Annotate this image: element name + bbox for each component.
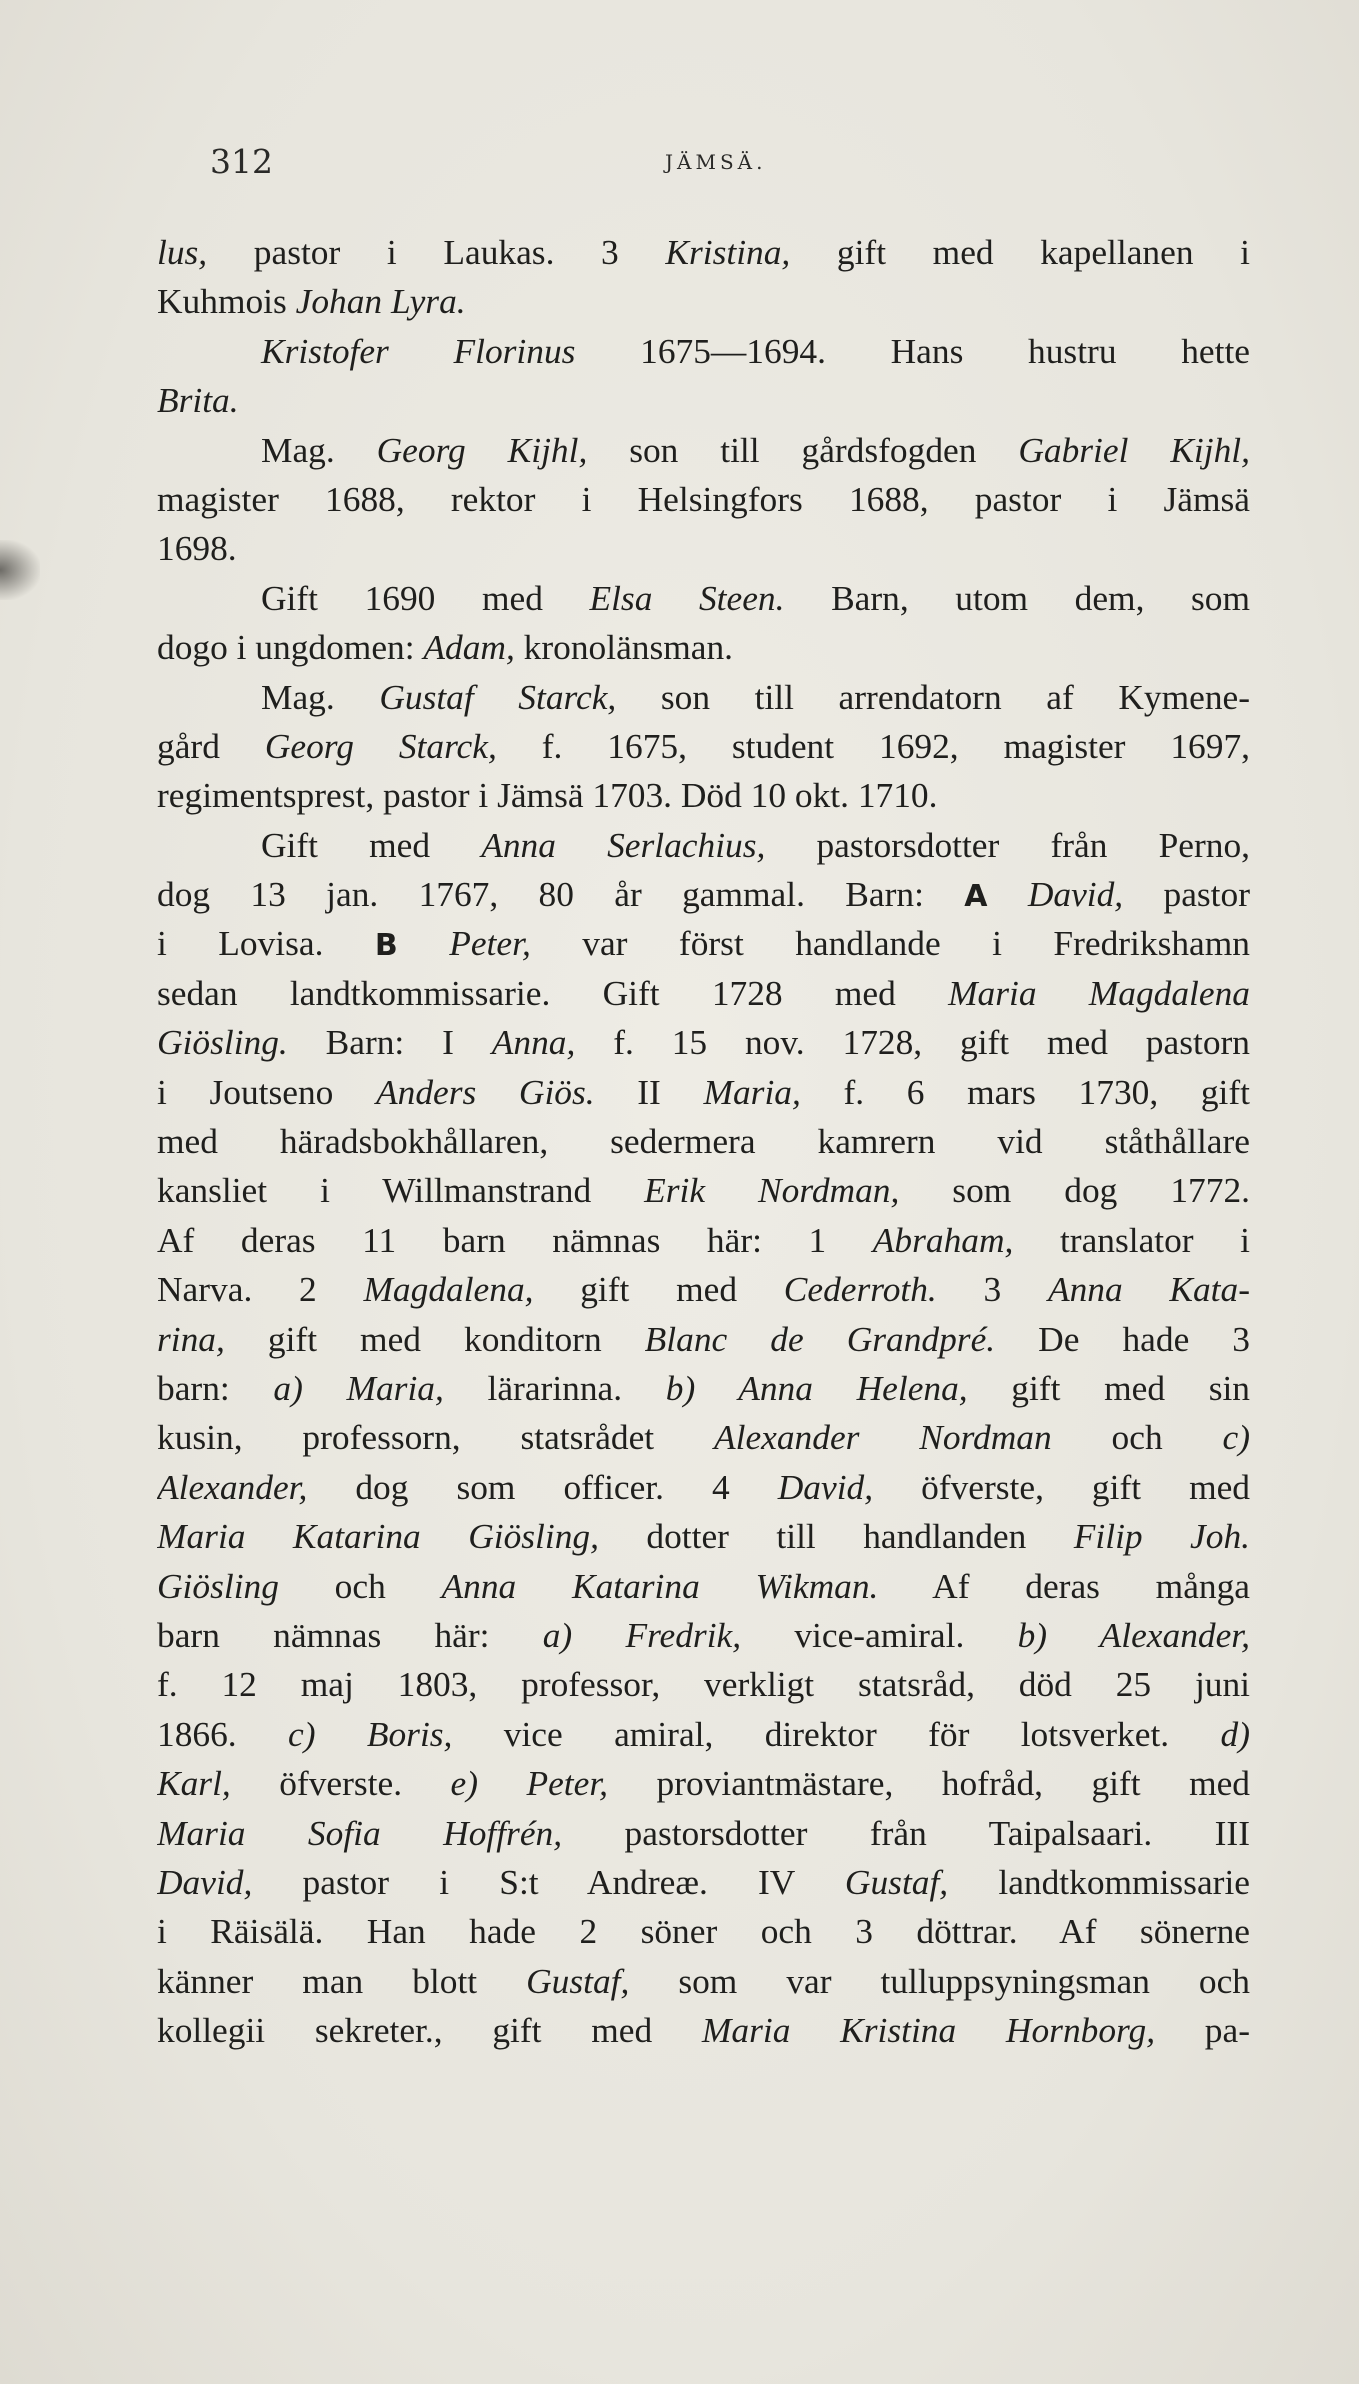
text-line: [157, 1512, 1250, 1561]
text-run: translator i: [1013, 1219, 1250, 1260]
text-run: i Lovisa.: [157, 923, 375, 964]
text-run: barn nämnas här:: [157, 1614, 543, 1655]
italic-name: c): [1222, 1417, 1250, 1458]
italic-name: b) Anna Helena,: [665, 1367, 968, 1408]
text-run: var först handlande i Fredrikshamn: [530, 923, 1250, 964]
text-run: gift med: [533, 1269, 784, 1310]
italic-name: Peter,: [449, 923, 531, 964]
text-line: [157, 1018, 1250, 1067]
text-run: kronolänsman.: [514, 627, 734, 668]
text-run: 1698.: [157, 528, 237, 569]
italic-name: David,: [777, 1466, 874, 1507]
text-run: son till arrendatorn af Kymene-: [616, 676, 1250, 717]
italic-name: a) Fredrik,: [542, 1614, 742, 1655]
italic-name: David,: [1027, 874, 1124, 915]
text-line: [157, 1858, 1250, 1907]
text-run: i Räisälä. Han hade 2 söner och 3 döttrar. Af sönerne: [157, 1911, 1250, 1952]
text-run: Gift 1690 med: [261, 577, 590, 618]
text-run: Mag.: [261, 429, 377, 470]
italic-name: rina,: [157, 1318, 225, 1359]
text-run: Narva. 2: [157, 1269, 364, 1310]
italic-name: Georg Kijhl,: [376, 429, 588, 470]
text-run: gift med konditorn: [224, 1318, 645, 1359]
text-line: [157, 1759, 1250, 1808]
italic-name: Maria Sofia Hoffrén,: [157, 1812, 563, 1853]
italic-name: Gustaf Starck,: [379, 676, 617, 717]
page-number: 312: [210, 142, 273, 181]
italic-name: Anna Katarina Wikman.: [441, 1565, 879, 1606]
text-line: [157, 623, 1250, 672]
text-run: gift med kapellanen i: [790, 232, 1250, 272]
italic-name: d): [1220, 1713, 1250, 1754]
text-line: [157, 1265, 1250, 1314]
text-line: [157, 1216, 1250, 1265]
text-run: sedan landtkommissarie. Gift 1728 med: [157, 972, 949, 1013]
text-run: pastor: [1123, 874, 1250, 915]
text-run: pastorsdotter från Perno,: [765, 824, 1250, 865]
italic-name: Gustaf,: [844, 1861, 949, 1902]
text-line: [157, 376, 1250, 425]
italic-name: Brita.: [157, 380, 239, 421]
italic-name: Alexander,: [157, 1466, 308, 1507]
italic-name: Giösling: [157, 1565, 279, 1606]
text-run: kollegii sekreter., gift med: [157, 2010, 702, 2051]
text-run: och: [1051, 1417, 1223, 1458]
italic-name: Kristina,: [665, 232, 791, 272]
text-run: De hade 3: [995, 1318, 1250, 1359]
text-run: Barn, utom dem, som: [784, 577, 1250, 618]
text-line: [157, 1364, 1250, 1413]
italic-name: Giösling.: [157, 1022, 288, 1063]
text-line: [157, 673, 1250, 722]
text-line: [157, 919, 1250, 968]
text-run: som var tulluppsyningsman och: [629, 1960, 1250, 2001]
italic-name: Karl,: [157, 1763, 231, 1804]
text-run: Barn: I: [287, 1022, 492, 1063]
text-run: 3: [936, 1269, 1048, 1310]
text-line: [157, 1562, 1250, 1611]
section-marker: A: [964, 879, 988, 915]
text-line: [157, 1957, 1250, 2006]
italic-name: Maria Kristina Hornborg,: [701, 2010, 1156, 2051]
text-run: kansliet i Willmanstrand: [157, 1170, 645, 1211]
italic-name: Cederroth.: [783, 1269, 937, 1310]
text-line: [157, 1809, 1250, 1858]
text-line: [157, 574, 1250, 623]
text-line: [157, 327, 1250, 376]
text-line: [157, 1117, 1250, 1166]
text-line: [157, 1611, 1250, 1660]
text-run: 1866.: [157, 1713, 288, 1754]
italic-name: Maria Katarina Giösling,: [157, 1516, 599, 1557]
text-run: känner man blott: [157, 1960, 527, 2001]
text-run: öfverste, gift med: [873, 1466, 1250, 1507]
italic-name: lus,: [157, 232, 208, 272]
italic-name: Maria Magdalena: [948, 972, 1250, 1013]
text-run: dog som officer. 4: [307, 1466, 778, 1507]
text-run: lärarinna.: [443, 1367, 666, 1408]
text-line: [157, 969, 1250, 1018]
text-line: [157, 1907, 1250, 1956]
italic-name: Johan Lyra.: [295, 281, 466, 322]
italic-name: Anders Giös.: [376, 1071, 595, 1112]
text-run: II: [594, 1071, 704, 1112]
italic-name: Gabriel Kijhl,: [1018, 429, 1250, 470]
text-run: landtkommissarie: [948, 1861, 1250, 1902]
italic-name: Anna Serlachius,: [481, 824, 766, 865]
text-line: [157, 475, 1250, 524]
text-run: f. 12 maj 1803, professor, verkligt statsråd, död 25 juni: [157, 1664, 1250, 1705]
running-head: JÄMSÄ.: [665, 150, 767, 174]
text-line: [157, 1463, 1250, 1512]
text-run: dotter till handlanden: [598, 1516, 1074, 1557]
text-line: [157, 771, 1250, 820]
text-run: magister 1688, rektor i Helsingfors 1688, pastor i Jämsä: [157, 478, 1250, 519]
italic-name: Erik Nordman,: [644, 1170, 900, 1211]
italic-name: David,: [157, 1861, 253, 1902]
text-run: [987, 874, 1027, 914]
italic-name: Abraham,: [872, 1219, 1014, 1260]
text-run: [398, 923, 449, 963]
body-text: [157, 228, 1250, 2055]
text-line: [157, 1660, 1250, 1709]
italic-name: a) Maria,: [273, 1367, 444, 1408]
italic-name: e) Peter,: [450, 1763, 609, 1804]
italic-name: Anna Kata-: [1047, 1269, 1250, 1310]
text-run: Af deras många: [878, 1565, 1250, 1606]
italic-name: Alexander Nordman: [714, 1417, 1052, 1458]
text-line: [157, 524, 1250, 573]
text-run: och: [278, 1565, 442, 1606]
text-line: [157, 277, 1250, 326]
text-run: vice-amiral.: [741, 1614, 1018, 1655]
text-run: dog 13 jan. 1767, 80 år gammal. Barn:: [157, 874, 965, 915]
italic-name: Gustaf,: [526, 1960, 630, 2001]
text-run: proviantmästare, hofråd, gift med: [608, 1763, 1250, 1804]
text-run: Af deras 11 barn nämnas här: 1: [157, 1219, 873, 1260]
italic-name: Anna,: [491, 1022, 576, 1063]
text-run: f. 1675, student 1692, magister 1697,: [496, 725, 1250, 766]
text-run: öfverste.: [230, 1763, 451, 1804]
italic-name: Georg Starck,: [264, 725, 497, 766]
text-line: [157, 821, 1250, 870]
italic-name: Adam,: [423, 627, 515, 668]
text-run: f. 6 mars 1730, gift: [800, 1071, 1250, 1112]
text-run: pastor i Laukas. 3: [207, 232, 666, 272]
text-line: [157, 2006, 1250, 2055]
text-run: gård: [157, 725, 265, 766]
text-run: som dog 1772.: [899, 1170, 1250, 1211]
text-run: gift med sin: [967, 1367, 1250, 1408]
text-run: med häradsbokhållaren, sedermera kamrern vid ståthållare: [157, 1121, 1250, 1162]
section-marker: B: [374, 928, 398, 964]
text-run: Mag.: [261, 676, 380, 717]
text-line: [157, 1166, 1250, 1215]
text-run: Gift med: [261, 824, 482, 865]
text-run: pastor i S:t Andreæ. IV: [252, 1861, 845, 1902]
text-run: vice amiral, direktor för lotsverket.: [452, 1713, 1221, 1754]
italic-name: Kristofer Florinus: [261, 330, 576, 371]
italic-name: b) Alexander,: [1017, 1614, 1250, 1655]
text-run: barn:: [157, 1367, 274, 1408]
text-line: [157, 1710, 1250, 1759]
italic-name: Elsa Steen.: [589, 577, 785, 618]
page-header: [210, 142, 1280, 192]
text-line: [157, 1413, 1250, 1462]
text-line: [157, 1315, 1250, 1364]
text-run: 1675—1694. Hans hustru hette: [575, 330, 1250, 371]
text-line: [157, 228, 1250, 277]
text-line: [157, 426, 1250, 475]
text-run: dogo i ungdomen:: [157, 627, 424, 668]
text-line: [157, 722, 1250, 771]
italic-name: Maria,: [703, 1071, 801, 1112]
text-run: Kuhmois: [157, 281, 296, 322]
text-run: pa-: [1155, 2010, 1250, 2051]
italic-name: c) Boris,: [288, 1713, 453, 1754]
text-run: i Joutseno: [157, 1071, 376, 1112]
binding-shadow: [0, 540, 40, 600]
text-run: pastorsdotter från Taipalsaari. III: [562, 1812, 1250, 1853]
text-line: [157, 870, 1250, 919]
text-line: [157, 1068, 1250, 1117]
text-run: kusin, professorn, statsrådet: [157, 1417, 714, 1458]
text-run: regimentsprest, pastor i Jämsä 1703. Död 10 okt. 1710.: [157, 775, 938, 816]
italic-name: Filip Joh.: [1073, 1516, 1250, 1557]
italic-name: Blanc de Grandpré.: [644, 1318, 996, 1359]
text-run: son till gårdsfogden: [587, 429, 1019, 470]
italic-name: Magdalena,: [363, 1269, 534, 1310]
text-run: f. 15 nov. 1728, gift med pastorn: [575, 1022, 1250, 1063]
